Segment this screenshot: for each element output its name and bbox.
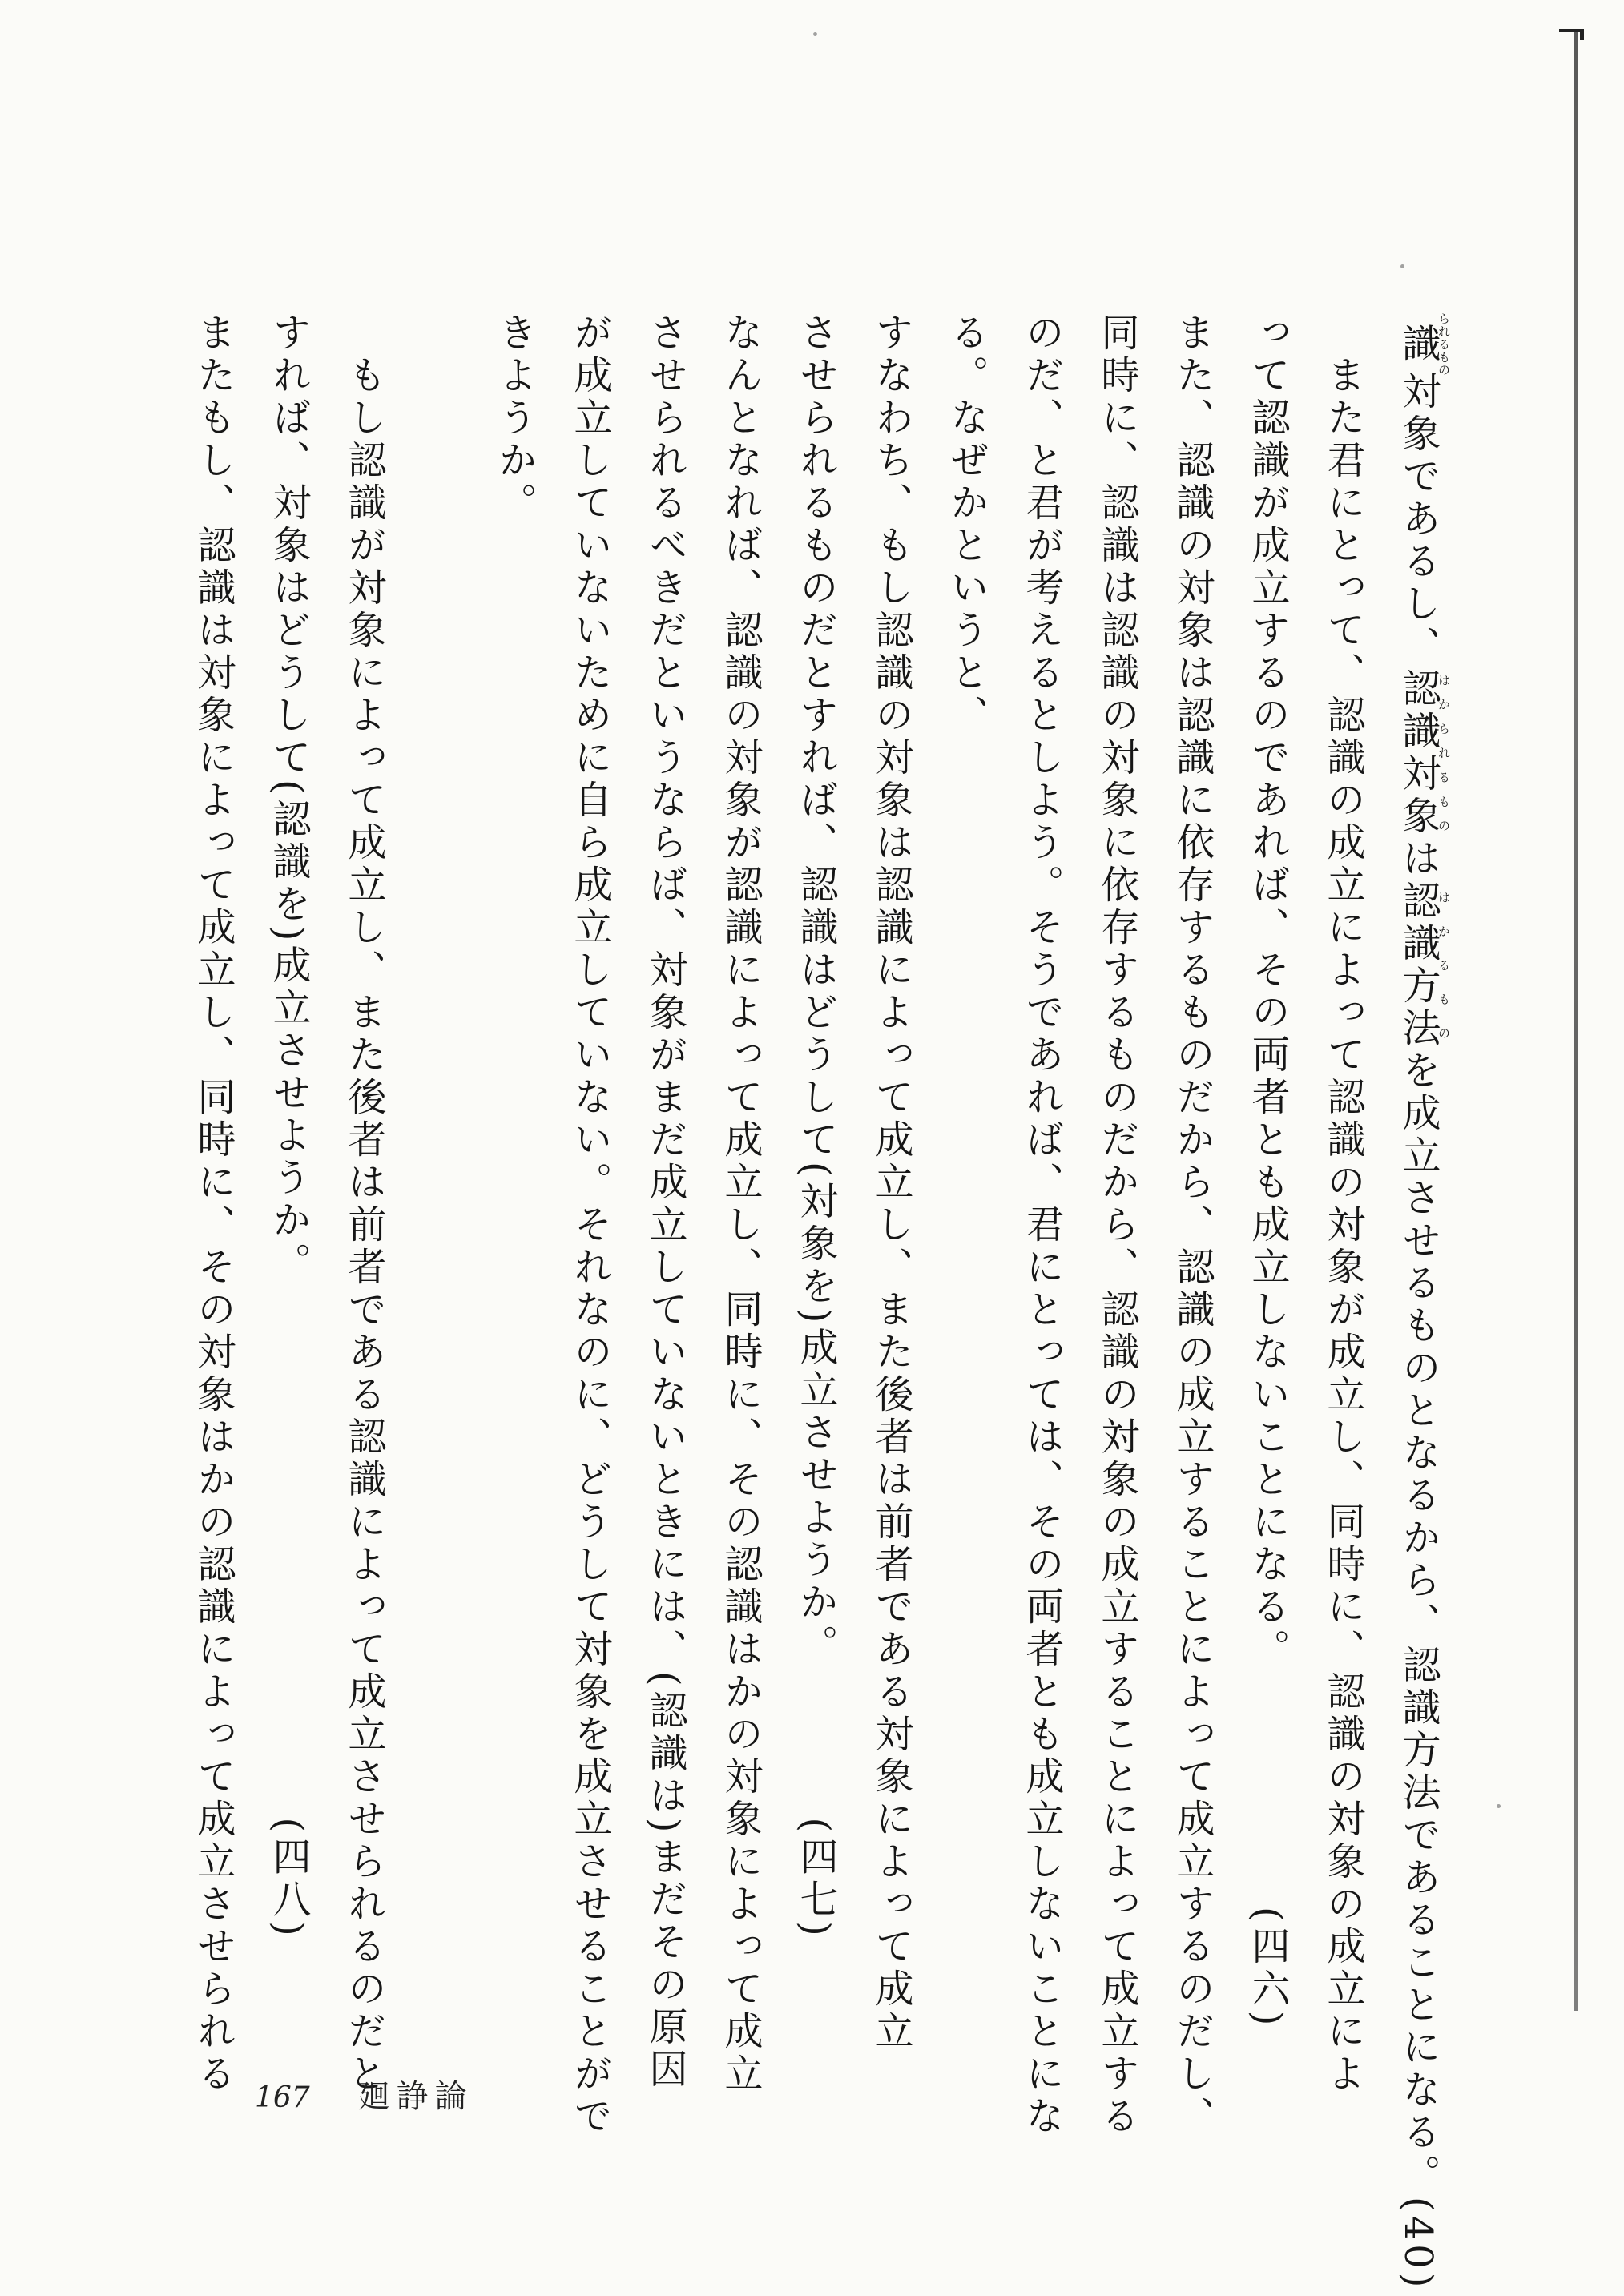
text-line: 同時に、認識は認識の対象に依存するものだから、認識の対象の成立することによって成立する — [1094, 312, 1139, 2138]
page-number: 167 — [255, 2081, 310, 2114]
scan-corner-mark — [1559, 29, 1584, 40]
scan-speck — [1400, 264, 1404, 268]
text-line: が成立していないために自ら成立していない。それなのに、どうして対象を成立させることがで — [567, 312, 612, 2138]
ruby-annotation — [1396, 880, 1451, 1050]
text-line: また君にとって、認識の成立によって認識の対象が成立し、同時に、認識の対象の成立によ — [1320, 312, 1365, 2096]
text-line: すれば、対象はどうして(認識を)成立させようか。 (四八) — [266, 312, 311, 1940]
text-line: また、認識の対象は認識に依存するものだから、認識の成立することによって成立するのだし、 — [1170, 312, 1215, 2138]
ruby-reading: られるもの — [1437, 312, 1451, 377]
text-line: させられるべきだというならば、対象がまだ成立していないときには、(認識は)まだその原因 — [643, 312, 687, 2092]
blank-line — [401, 312, 477, 1971]
ruby-base: 認識方法 — [1396, 880, 1441, 1050]
text-line: もし認識が対象によって成立し、また後者は前者である認識によって成立させられるのだと — [341, 312, 386, 2096]
scan-speck — [813, 32, 817, 36]
text-line: すなわち、もし認識の対象は認識によって成立し、また後者は前者である対象によって成立 — [868, 312, 913, 2053]
text-line: させられるものだとすれば、認識はどうして(対象を)成立させようか。 (四七) — [793, 312, 838, 1940]
text-line: またもし、認識は対象によって成立し、同時に、その対象はかの認識によって成立させられる — [191, 312, 236, 2096]
text-line: る。なぜかというと、 — [944, 312, 989, 737]
ruby-base: 識 — [1396, 312, 1441, 377]
ruby-reading: はかられるもの — [1437, 668, 1451, 838]
text-line: きようか。 — [492, 312, 537, 525]
running-title: 廻諍論 — [357, 2078, 473, 2115]
ruby-reading: はかるもの — [1437, 880, 1451, 1050]
ruby-annotation — [1396, 668, 1451, 838]
ruby-annotation — [1396, 312, 1451, 377]
scan-speck — [1497, 1804, 1501, 1808]
ruby-base: 認識対象 — [1396, 668, 1441, 838]
page-footer — [255, 2071, 473, 2117]
text-line: って認識が成立するのであれば、その両者とも成立しないことになる。 (四六) — [1245, 312, 1290, 2030]
text-line: 識られるもの対象であるし、認識対象はかられるものは認識方法はかるものを成立させるものとなるから、認識方法であることになる。(40) — [1396, 312, 1451, 2292]
text-line: なんとなれば、認識の対象が認識によって成立し、同時に、その認識はかの対象によって成立 — [718, 312, 763, 2096]
text-line: のだ、と君が考えるとしよう。そうであれば、君にとっては、その両者とも成立しないことにな — [1019, 312, 1064, 2138]
scan-edge-line — [1574, 32, 1578, 2011]
